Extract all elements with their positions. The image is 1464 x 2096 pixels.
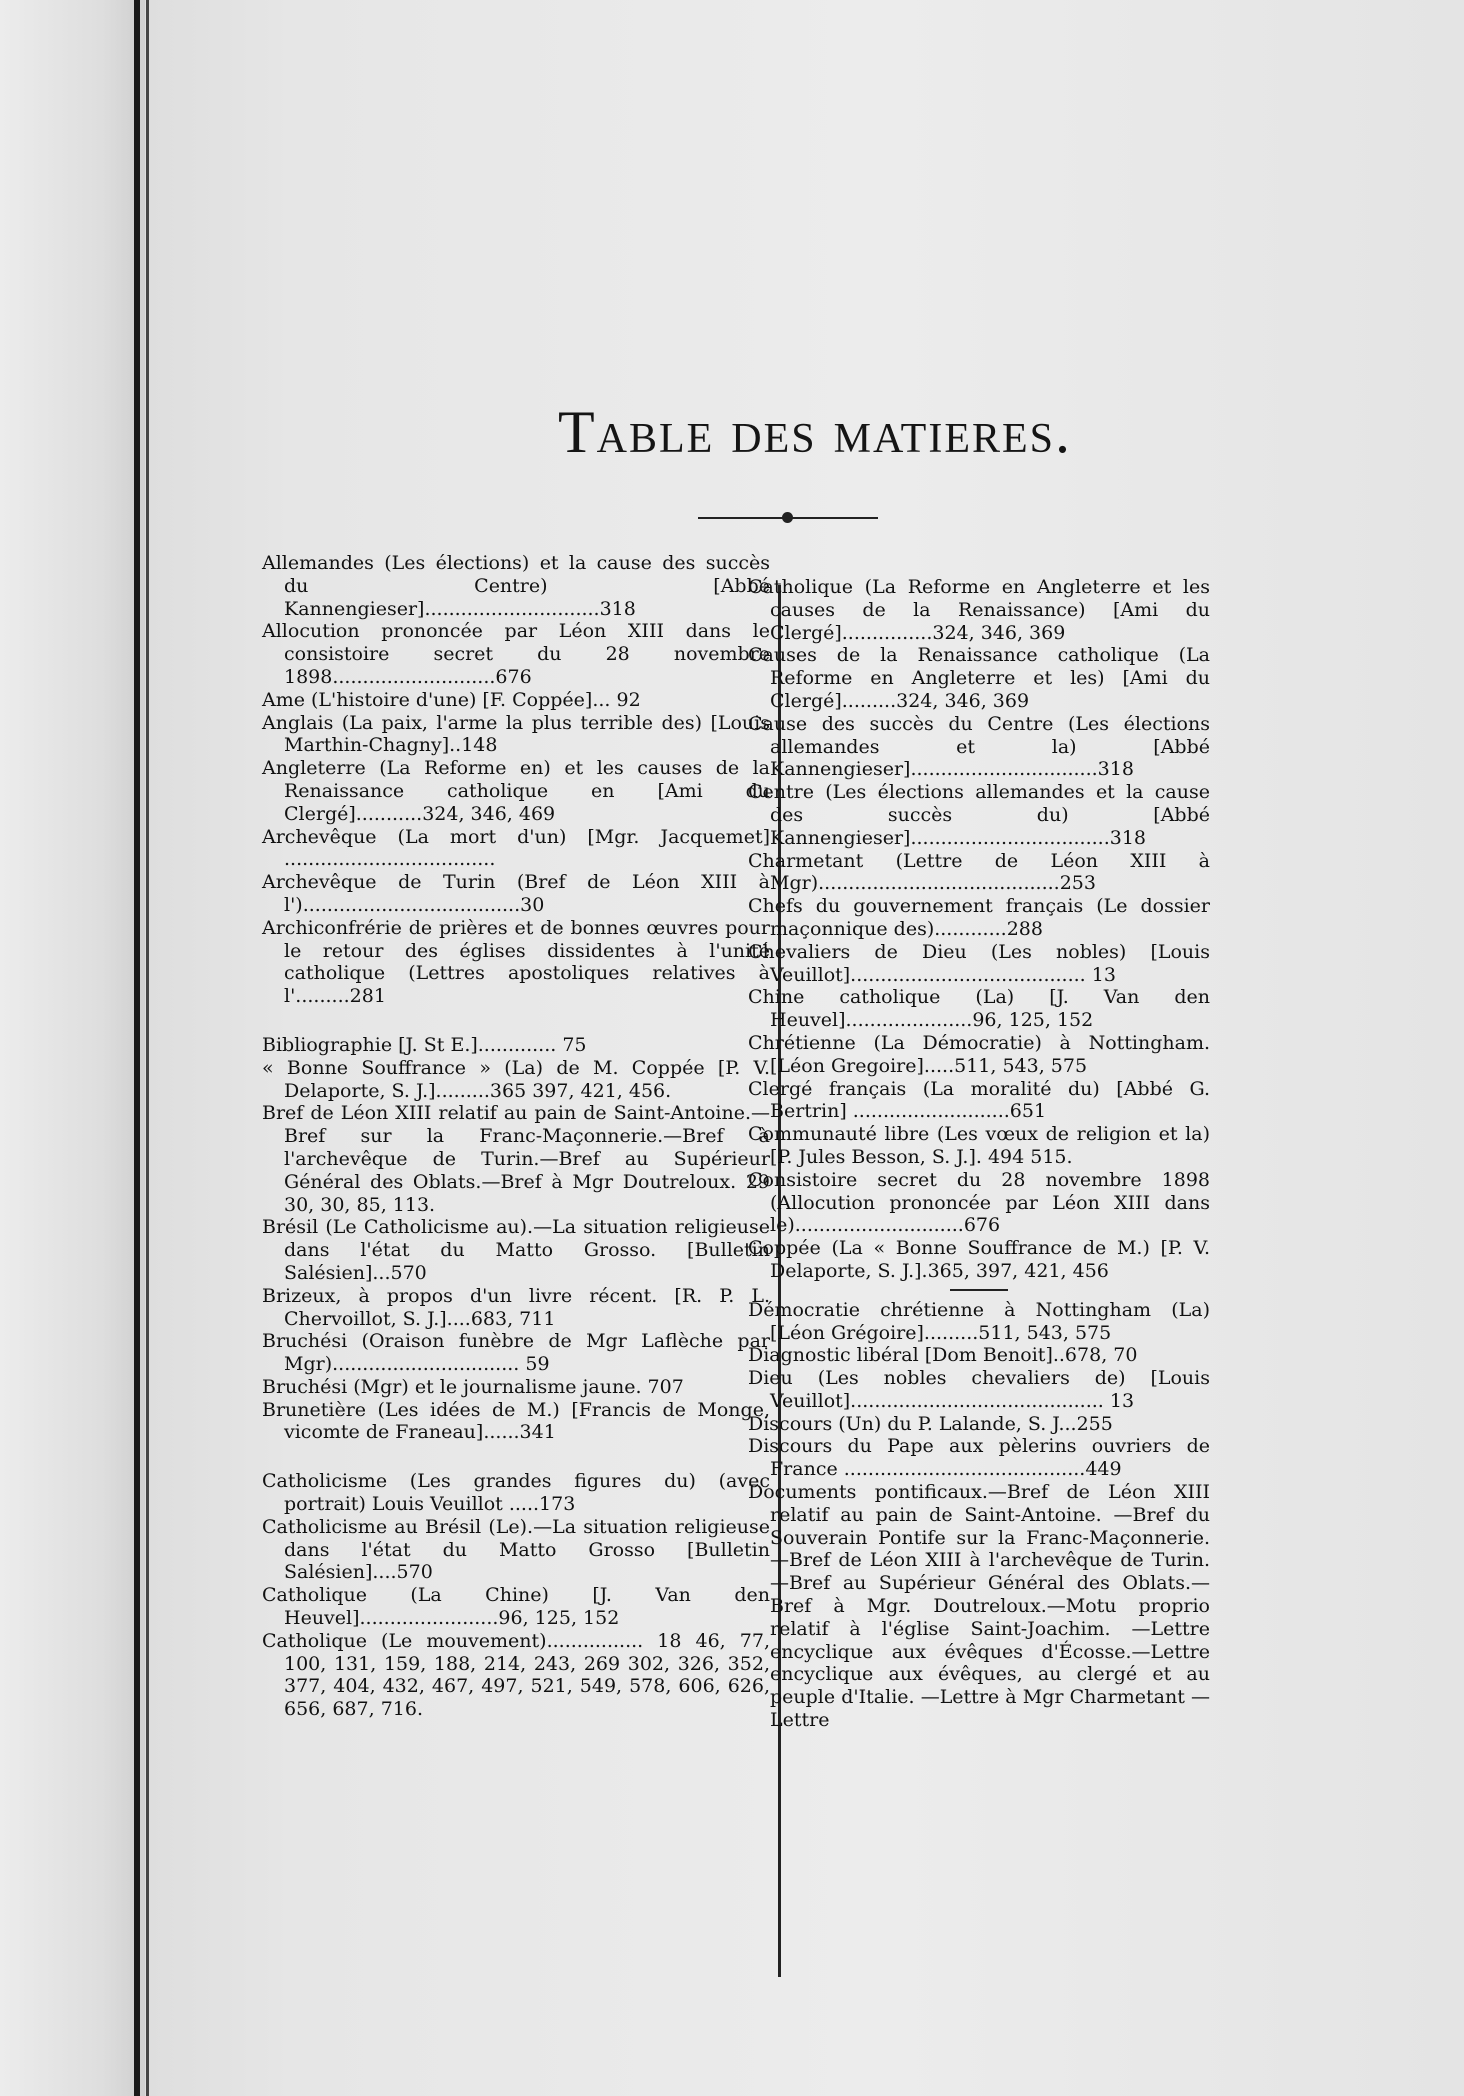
section-gap: [262, 1444, 770, 1470]
index-entry: Clergé français (La moralité du) [Abbé G. Bertrin] ..........................651: [748, 1077, 1210, 1123]
index-entry: Catholique (La Reforme en Angleterre et les causes de la Renaissance) [Ami du Clergé]...............324, 346, 369: [748, 576, 1210, 644]
index-entry: Catholique (La Chine) [J. Van den Heuvel].......................96, 125, 152: [262, 1584, 770, 1630]
index-entry: Charmetant (Lettre de Léon XIII à Mgr)........................................253: [748, 849, 1210, 895]
index-entry: Chrétienne (La Démocratie) à Nottingham. [Léon Gregoire].....511, 543, 575: [748, 1031, 1210, 1077]
index-entry: Bibliographie [J. St E.]............. 75: [262, 1033, 587, 1056]
index-entry: Discours (Un) du P. Lalande, S. J...255: [748, 1412, 1113, 1435]
index-column-left: [262, 552, 770, 1721]
index-entry: Archevêque de Turin (Bref de Léon XIII à l')....................................30: [262, 871, 770, 916]
spine-edge-line-inner: [146, 0, 149, 2096]
section-gap: [262, 1008, 770, 1034]
index-entry: Chine catholique (La) [J. Van den Heuvel].....................96, 125, 152: [748, 986, 1210, 1032]
index-entry: Consistoire secret du 28 novembre 1898 (Allocution prononcée par Léon XIII dans le)............................676: [748, 1168, 1210, 1237]
index-entry: Brésil (Le Catholicisme au).—La situation religieuse dans l'état du Matto Grosso. [Bulletin Salésien]...570: [262, 1216, 770, 1284]
index-entry: Communauté libre (Les vœux de religion et la) [P. Jules Besson, S. J.]. 494 515.: [748, 1123, 1210, 1168]
index-entry: Catholique (Le mouvement)................ 18 46, 77, 100, 131, 159, 188, 214, 243, 269 302, 326, 352, 377, 404, 432, 467, 497, 521, 549, 578, 606, 626, 656, 687, 716.: [262, 1629, 770, 1721]
index-entry: Bref de Léon XIII relatif au pain de Saint-Antoine.—Bref sur la Franc-Maçonnerie.—Bref à l'archevêque de Turin.—Bref au Supérieur Général des Oblats.—Bref à Mgr Doutreloux. 29 30, 30, 85, 113.: [262, 1102, 770, 1216]
index-entry: Brizeux, à propos d'un livre récent. [R. P. L. Chervoillot, S. J.]....683, 711: [262, 1284, 770, 1330]
index-entry: Dieu (Les nobles chevaliers de) [Louis Veuillot].......................................... 13: [748, 1367, 1210, 1412]
index-entry: Chevaliers de Dieu (Les nobles) [Louis Veuillot]....................................... 13: [748, 940, 1210, 986]
index-entry: Catholicisme au Brésil (Le).—La situation religieuse dans l'état du Matto Grosso [Bulletin Salésien]....570: [262, 1515, 770, 1584]
index-entry: Anglais (La paix, l'arme la plus terrible des) [Louis Marthin-Chagny]..148: [262, 711, 770, 757]
index-entry: Cause des succès du Centre (Les élections allemandes et la) [Abbé Kannengieser]...............................318: [748, 712, 1210, 781]
index-entry: Discours du Pape aux pèlerins ouvriers de France ........................................449: [748, 1435, 1210, 1481]
index-entry: Bruchési (Oraison funèbre de Mgr Laflèche par Mgr)............................... 59: [262, 1330, 770, 1376]
index-column-right: [748, 576, 1210, 1732]
index-entry: Angleterre (La Reforme en) et les causes de la Renaissance catholique en [Ami du Clergé]...........324, 346, 469: [262, 757, 770, 825]
index-entry: Diagnostic libéral [Dom Benoit]..678, 70: [748, 1344, 1138, 1367]
index-entry: Ame (L'histoire d'une) [F. Coppée]... 92: [262, 688, 641, 711]
index-entry: Bruchési (Mgr) et le journalisme jaune. 707: [262, 1375, 684, 1398]
index-entry: Brunetière (Les idées de M.) [Francis de Monge, vicomte de Franeau]......341: [262, 1398, 770, 1444]
index-entry: Catholicisme (Les grandes figures du) (avec portrait) Louis Veuillot .....173: [262, 1470, 770, 1516]
index-entry: « Bonne Souffrance » (La) de M. Coppée [P. V. Delaporte, S. J.].........365 397, 421, 456.: [262, 1056, 770, 1102]
index-entry: Allocution prononcée par Léon XIII dans le consistoire secret du 28 novembre 1898...........................676: [262, 620, 770, 688]
section-rule: [950, 1289, 1008, 1291]
spine-edge-line: [134, 0, 140, 2096]
index-entry: Archevêque (La mort d'un) [Mgr. Jacquemet] ...................................: [262, 825, 770, 871]
title-ornament-dot: [782, 512, 793, 523]
index-entry: Allemandes (Les élections) et la cause des succès du Centre) [Abbé Kannengieser].............................318: [262, 552, 770, 620]
index-entry: Démocratie chrétienne à Nottingham (La) [Léon Grégoire].........511, 543, 575: [748, 1298, 1210, 1344]
index-entry: Documents pontificaux.—Bref de Léon XIII relatif au pain de Saint-Antoine. —Bref du Souverain Pontife sur la Franc-Maçonnerie. —Bref de Léon XIII à l'archevêque de Turin.—Bref au Supérieur Général des Oblats.—Bref à Mgr. Doutreloux.—Motu proprio relatif à l'église Saint-Joachim. —Lettre encyclique aux évêques d'Écosse.—Lettre encyclique aux évêques, au clergé et au peuple d'Italie. —Lettre à Mgr Charmetant —Lettre: [748, 1481, 1210, 1732]
book-spine: [0, 0, 145, 2096]
page-title: Table des matieres.: [558, 399, 1072, 465]
index-entry: Causes de la Renaissance catholique (La Reforme en Angleterre et les) [Ami du Clergé].........324, 346, 369: [748, 644, 1210, 712]
index-entry: Centre (Les élections allemandes et la cause des succès du) [Abbé Kannengieser].................................318: [748, 781, 1210, 849]
index-entry: Archiconfrérie de prières et de bonnes œuvres pour le retour des églises dissidentes à l'unité catholique (Lettres apostoliques relatives à l'.........281: [262, 916, 770, 1008]
index-entry: Coppée (La « Bonne Souffrance de M.) [P. V. Delaporte, S. J.].365, 397, 421, 456: [748, 1237, 1210, 1282]
index-entry: Chefs du gouvernement français (Le dossier maçonnique des)............288: [748, 895, 1210, 940]
